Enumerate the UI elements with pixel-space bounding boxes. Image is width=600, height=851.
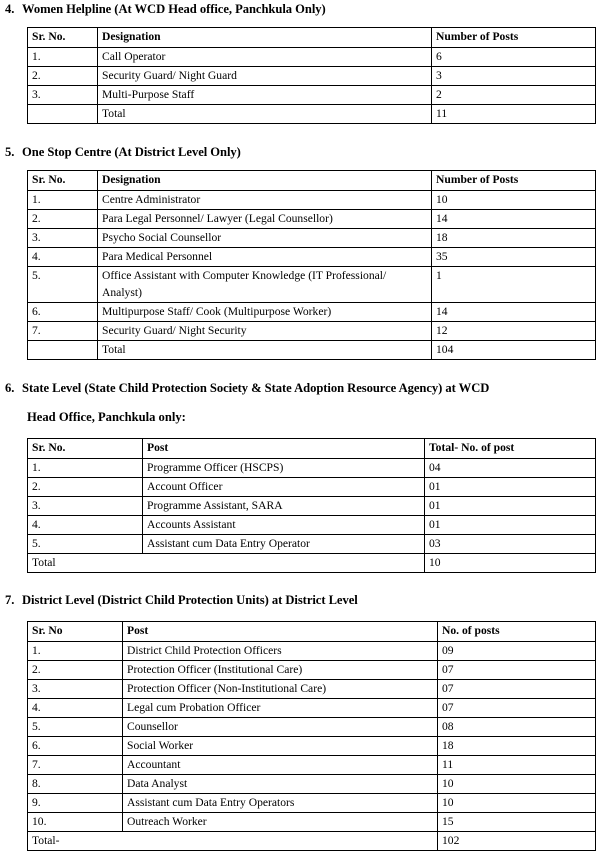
cell-sr-no: 3. xyxy=(28,680,123,699)
cell-post: District Child Protection Officers xyxy=(123,642,438,661)
cell-post: Account Officer xyxy=(143,478,425,497)
section-heading xyxy=(0,593,600,608)
cell-count: 15 xyxy=(438,813,596,832)
cell-sr-no: 2. xyxy=(28,661,123,680)
cell-sr-no: 5. xyxy=(28,718,123,737)
cell-count: 18 xyxy=(438,737,596,756)
table-header xyxy=(28,28,596,48)
cell-post: Assistant cum Data Entry Operators xyxy=(123,794,438,813)
cell-sr-no: 1. xyxy=(28,642,123,661)
cell-sr-no: 9. xyxy=(28,794,123,813)
table-row xyxy=(28,775,596,794)
section-number: 4. xyxy=(5,2,15,16)
section-number: 6. xyxy=(5,381,15,395)
cell-total-label: Total- xyxy=(28,832,438,851)
cell-count: 10 xyxy=(438,775,596,794)
cell-count: 11 xyxy=(438,756,596,775)
table-row xyxy=(28,516,596,535)
cell-sr-no: 4. xyxy=(28,516,143,535)
table-row xyxy=(28,191,596,210)
table-row xyxy=(28,210,596,229)
table-row xyxy=(28,642,596,661)
section-one-stop-centre xyxy=(0,145,600,360)
section-heading xyxy=(0,145,600,160)
cell-total-value: 11 xyxy=(432,105,596,124)
column-header-designation: Designation xyxy=(98,28,432,48)
cell-designation: Call Operator xyxy=(98,48,432,67)
cell-count: 10 xyxy=(438,794,596,813)
table-row xyxy=(28,48,596,67)
column-header-designation: Designation xyxy=(98,171,432,191)
cell-sr-no: 1. xyxy=(28,459,143,478)
cell-designation: Para Medical Personnel xyxy=(98,248,432,267)
cell-total-label: Total xyxy=(98,341,432,360)
table-row xyxy=(28,661,596,680)
cell-designation: Security Guard/ Night Guard xyxy=(98,67,432,86)
column-header-no-of-posts: No. of posts xyxy=(438,622,596,642)
cell-sr-no: 6. xyxy=(28,303,98,322)
cell-count: 07 xyxy=(438,680,596,699)
section-heading xyxy=(0,2,600,17)
cell-sr-no: 8. xyxy=(28,775,123,794)
cell-count: 10 xyxy=(432,191,596,210)
table-row xyxy=(28,267,596,303)
table-row xyxy=(28,756,596,775)
cell-total-value: 10 xyxy=(425,554,596,573)
cell-total-value: 104 xyxy=(432,341,596,360)
section-heading xyxy=(0,381,600,396)
column-header-post: Post xyxy=(123,622,438,642)
column-header-sr-no: Sr. No xyxy=(28,622,123,642)
table-header-row xyxy=(28,439,596,459)
cell-sr-no: 2. xyxy=(28,210,98,229)
cell-count: 6 xyxy=(432,48,596,67)
cell-post: Data Analyst xyxy=(123,775,438,794)
cell-count: 01 xyxy=(425,478,596,497)
cell-post: Programme Assistant, SARA xyxy=(143,497,425,516)
column-header-number-of-posts: Number of Posts xyxy=(432,171,596,191)
table-total-row xyxy=(28,554,596,573)
section-title: State Level (State Child Protection Society & State Adoption Resource Agency) at WCD xyxy=(22,381,490,395)
table-row xyxy=(28,67,596,86)
table-row xyxy=(28,459,596,478)
section-district-level xyxy=(0,593,600,851)
cell-count: 04 xyxy=(425,459,596,478)
table-body xyxy=(28,459,596,573)
table-row xyxy=(28,248,596,267)
cell-sr-no: 7. xyxy=(28,322,98,341)
cell-sr-no: 1. xyxy=(28,191,98,210)
cell-sr-no: 4. xyxy=(28,699,123,718)
cell-count: 3 xyxy=(432,67,596,86)
cell-count: 08 xyxy=(438,718,596,737)
cell-count: 01 xyxy=(425,497,596,516)
table-state-level xyxy=(27,438,596,573)
cell-designation: Multipurpose Staff/ Cook (Multipurpose Worker) xyxy=(98,303,432,322)
cell-post: Counsellor xyxy=(123,718,438,737)
table-body xyxy=(28,642,596,851)
cell-post: Accounts Assistant xyxy=(143,516,425,535)
table-header xyxy=(28,171,596,191)
cell-post: Assistant cum Data Entry Operator xyxy=(143,535,425,554)
column-header-post: Post xyxy=(143,439,425,459)
cell-sr-no: 5. xyxy=(28,535,143,554)
column-header-sr-no: Sr. No. xyxy=(28,171,98,191)
cell-post: Outreach Worker xyxy=(123,813,438,832)
section-number: 5. xyxy=(5,145,15,159)
table-district-level xyxy=(27,621,596,851)
cell-empty xyxy=(28,105,98,124)
table-total-row xyxy=(28,341,596,360)
cell-count: 18 xyxy=(432,229,596,248)
cell-post: Protection Officer (Institutional Care) xyxy=(123,661,438,680)
table-row xyxy=(28,737,596,756)
cell-sr-no: 6. xyxy=(28,737,123,756)
table-row xyxy=(28,229,596,248)
section-title: Women Helpline (At WCD Head office, Panchkula Only) xyxy=(22,2,326,16)
cell-sr-no: 2. xyxy=(28,67,98,86)
cell-total-label: Total xyxy=(98,105,432,124)
cell-sr-no: 3. xyxy=(28,229,98,248)
table-header xyxy=(28,439,596,459)
table-row xyxy=(28,303,596,322)
cell-sr-no: 5. xyxy=(28,267,98,303)
cell-designation: Security Guard/ Night Security xyxy=(98,322,432,341)
cell-designation: Centre Administrator xyxy=(98,191,432,210)
cell-post: Protection Officer (Non-Institutional Care) xyxy=(123,680,438,699)
cell-total-label: Total xyxy=(28,554,425,573)
table-row xyxy=(28,322,596,341)
cell-designation: Para Legal Personnel/ Lawyer (Legal Counsellor) xyxy=(98,210,432,229)
cell-count: 35 xyxy=(432,248,596,267)
table-row xyxy=(28,497,596,516)
cell-post: Accountant xyxy=(123,756,438,775)
cell-count: 07 xyxy=(438,699,596,718)
cell-sr-no: 1. xyxy=(28,48,98,67)
cell-sr-no: 10. xyxy=(28,813,123,832)
cell-count: 07 xyxy=(438,661,596,680)
column-header-sr-no: Sr. No. xyxy=(28,28,98,48)
section-title: District Level (District Child Protection Units) at District Level xyxy=(22,593,358,607)
cell-count: 03 xyxy=(425,535,596,554)
cell-post: Social Worker xyxy=(123,737,438,756)
cell-count: 14 xyxy=(432,303,596,322)
table-row xyxy=(28,478,596,497)
section-state-level xyxy=(0,381,600,573)
cell-sr-no: 2. xyxy=(28,478,143,497)
section-title-continued: Head Office, Panchkula only: xyxy=(27,410,186,424)
cell-designation: Multi-Purpose Staff xyxy=(98,86,432,105)
table-row xyxy=(28,680,596,699)
cell-total-value: 102 xyxy=(438,832,596,851)
column-header-sr-no: Sr. No. xyxy=(28,439,143,459)
table-header-row xyxy=(28,28,596,48)
cell-sr-no: 4. xyxy=(28,248,98,267)
table-row xyxy=(28,699,596,718)
column-header-number-of-posts: Number of Posts xyxy=(432,28,596,48)
cell-empty xyxy=(28,341,98,360)
table-header-row xyxy=(28,622,596,642)
table-row xyxy=(28,86,596,105)
cell-count: 12 xyxy=(432,322,596,341)
column-header-total-no-of-post: Total- No. of post xyxy=(425,439,596,459)
cell-count: 14 xyxy=(432,210,596,229)
table-row xyxy=(28,535,596,554)
table-total-row xyxy=(28,832,596,851)
table-header-row xyxy=(28,171,596,191)
table-row xyxy=(28,794,596,813)
table-row xyxy=(28,813,596,832)
table-row xyxy=(28,718,596,737)
cell-sr-no: 7. xyxy=(28,756,123,775)
cell-count: 09 xyxy=(438,642,596,661)
section-number: 7. xyxy=(5,593,15,607)
cell-count: 01 xyxy=(425,516,596,535)
cell-sr-no: 3. xyxy=(28,86,98,105)
table-body xyxy=(28,191,596,360)
cell-designation: Psycho Social Counsellor xyxy=(98,229,432,248)
cell-designation: Office Assistant with Computer Knowledge (IT Professional/ Analyst) xyxy=(98,267,432,303)
table-women-helpline xyxy=(27,27,596,124)
table-header xyxy=(28,622,596,642)
cell-count: 1 xyxy=(432,267,596,303)
cell-post: Legal cum Probation Officer xyxy=(123,699,438,718)
section-title: One Stop Centre (At District Level Only) xyxy=(22,145,241,159)
table-one-stop-centre xyxy=(27,170,596,360)
table-body xyxy=(28,48,596,124)
table-total-row xyxy=(28,105,596,124)
section-women-helpline xyxy=(0,2,600,124)
cell-count: 2 xyxy=(432,86,596,105)
cell-sr-no: 3. xyxy=(28,497,143,516)
cell-post: Programme Officer (HSCPS) xyxy=(143,459,425,478)
